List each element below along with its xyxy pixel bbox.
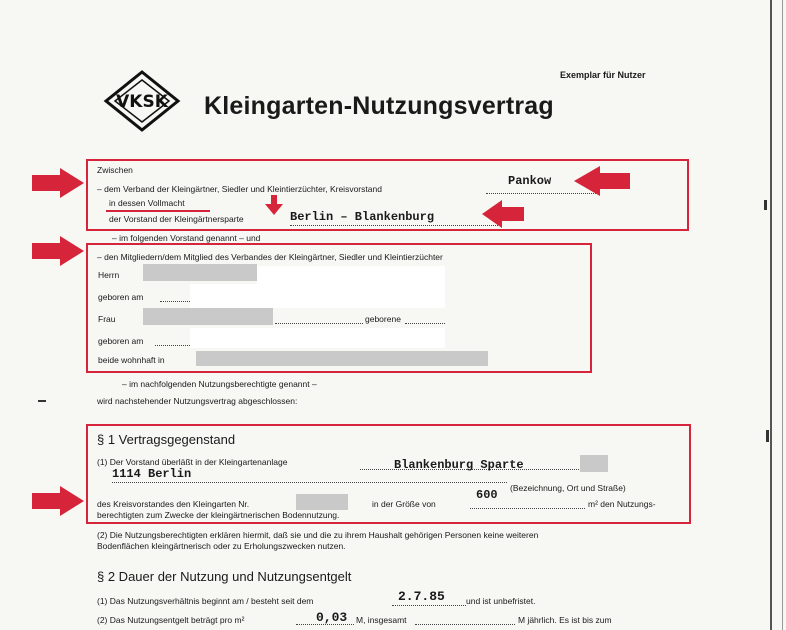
section1-line2b: in der Größe von [372, 499, 436, 509]
frau-label: Frau [98, 314, 116, 324]
copy-note: Exemplar für Nutzer [560, 70, 646, 80]
size-value: 600 [476, 488, 498, 502]
section1-para2b: Bodenflächen kleingärtnerisch oder zu Erholungszwecken nutzen. [97, 541, 346, 551]
total-fill-line [415, 624, 515, 625]
born1-label: geboren am [98, 292, 144, 302]
arrow-down-icon [264, 194, 284, 216]
born1-fill-line [160, 301, 190, 302]
section1-line1: (1) Der Vorstand überläßt in der Kleingartenanlage [97, 457, 288, 467]
scan-edge-line [770, 0, 772, 630]
nee-fill-line [405, 323, 445, 324]
vksk-logo-icon [102, 70, 182, 132]
section2-line1b: und ist unbefristet. [466, 596, 536, 606]
proxy-label: in dessen Vollmacht [109, 198, 185, 208]
board-line: der Vorstand der Kleingärtnersparte [109, 214, 244, 224]
board-named-line: – im folgenden Vorstand genannt – und [112, 233, 261, 243]
section1-line3: berechtigten zum Zwecke der kleingärtnerischen Bodennutzung. [97, 510, 340, 520]
arrow-left-icon [480, 198, 526, 230]
scan-mark [766, 430, 769, 442]
section2-line1a: (1) Das Nutzungsverhältnis beginnt am / besteht seit dem [97, 596, 314, 606]
arrow-right-icon [30, 484, 86, 518]
section2-line2b: M, insgesamt [356, 615, 407, 625]
herr-label: Herrn [98, 270, 120, 280]
size-fill-line [470, 508, 585, 509]
born1-whiteout [190, 284, 445, 308]
section-value: Berlin – Blankenburg [290, 210, 435, 224]
section-fill-line [290, 225, 500, 226]
section2-line2a: (2) Das Nutzungsentgelt beträgt pro m² [97, 615, 245, 625]
date-fill-line [392, 605, 466, 606]
user-named-line: – im nachfolgenden Nutzungsberechtigte genannt – [122, 379, 317, 389]
frau-redaction [143, 308, 273, 325]
garden-number-redaction [296, 494, 348, 510]
facility-value: Blankenburg Sparte [394, 458, 524, 472]
section1-heading: § 1 Vertragsgegenstand [97, 432, 236, 447]
fee-value: 0,03 [316, 610, 348, 625]
residence-redaction [196, 351, 488, 366]
frau-fill-line [275, 323, 363, 324]
between-label: Zwischen [97, 165, 133, 175]
concluded-line: wird nachstehender Nutzungsvertrag abgeschlossen: [97, 396, 298, 406]
proxy-underline [106, 210, 210, 212]
address-value: 1114 Berlin [112, 467, 192, 481]
arrow-right-icon [30, 166, 86, 200]
arrow-left-icon [572, 164, 632, 198]
arrow-right-icon [30, 234, 86, 268]
scan-mark [38, 400, 46, 402]
born2-label: geboren am [98, 336, 144, 346]
document-title: Kleingarten-Nutzungsvertrag [204, 92, 554, 120]
facility-redaction [580, 455, 608, 472]
residence-label: beide wohnhaft in [98, 355, 165, 365]
address-hint: (Bezeichnung, Ort und Straße) [510, 483, 626, 493]
section1-line2a: des Kreisvorstandes den Kleingarten Nr. [97, 499, 250, 509]
herr-redaction [143, 264, 257, 281]
district-value: Pankow [508, 174, 552, 188]
association-line: – dem Verband der Kleingärtner, Siedler und Kleintierzüchter, Kreisvorstand [97, 184, 382, 194]
date-value: 2.7.85 [398, 589, 445, 604]
scan-edge-line [782, 0, 783, 630]
scan-mark [764, 200, 767, 210]
nee-label: geborene [365, 314, 401, 324]
section1-line2c: m² den Nutzungs- [588, 499, 656, 509]
vksk-logo [102, 70, 182, 132]
section2-line2c: M jährlich. Es ist bis zum [518, 615, 612, 625]
address-fill-line [112, 482, 507, 483]
born2-whiteout [190, 328, 445, 348]
section1-para2a: (2) Die Nutzungsberechtigten erklären hiermit, daß sie und die zu ihrem Haushalt gehörigen Personen keine weiteren [97, 530, 539, 540]
members-line: – den Mitgliedern/dem Mitglied des Verbandes der Kleingärtner, Siedler und Kleintierzüchter [97, 252, 443, 262]
svg-text:VKSK: VKSK [116, 92, 168, 112]
section2-heading: § 2 Dauer der Nutzung und Nutzungsentgelt [97, 569, 352, 584]
born2-fill-line [155, 345, 190, 346]
